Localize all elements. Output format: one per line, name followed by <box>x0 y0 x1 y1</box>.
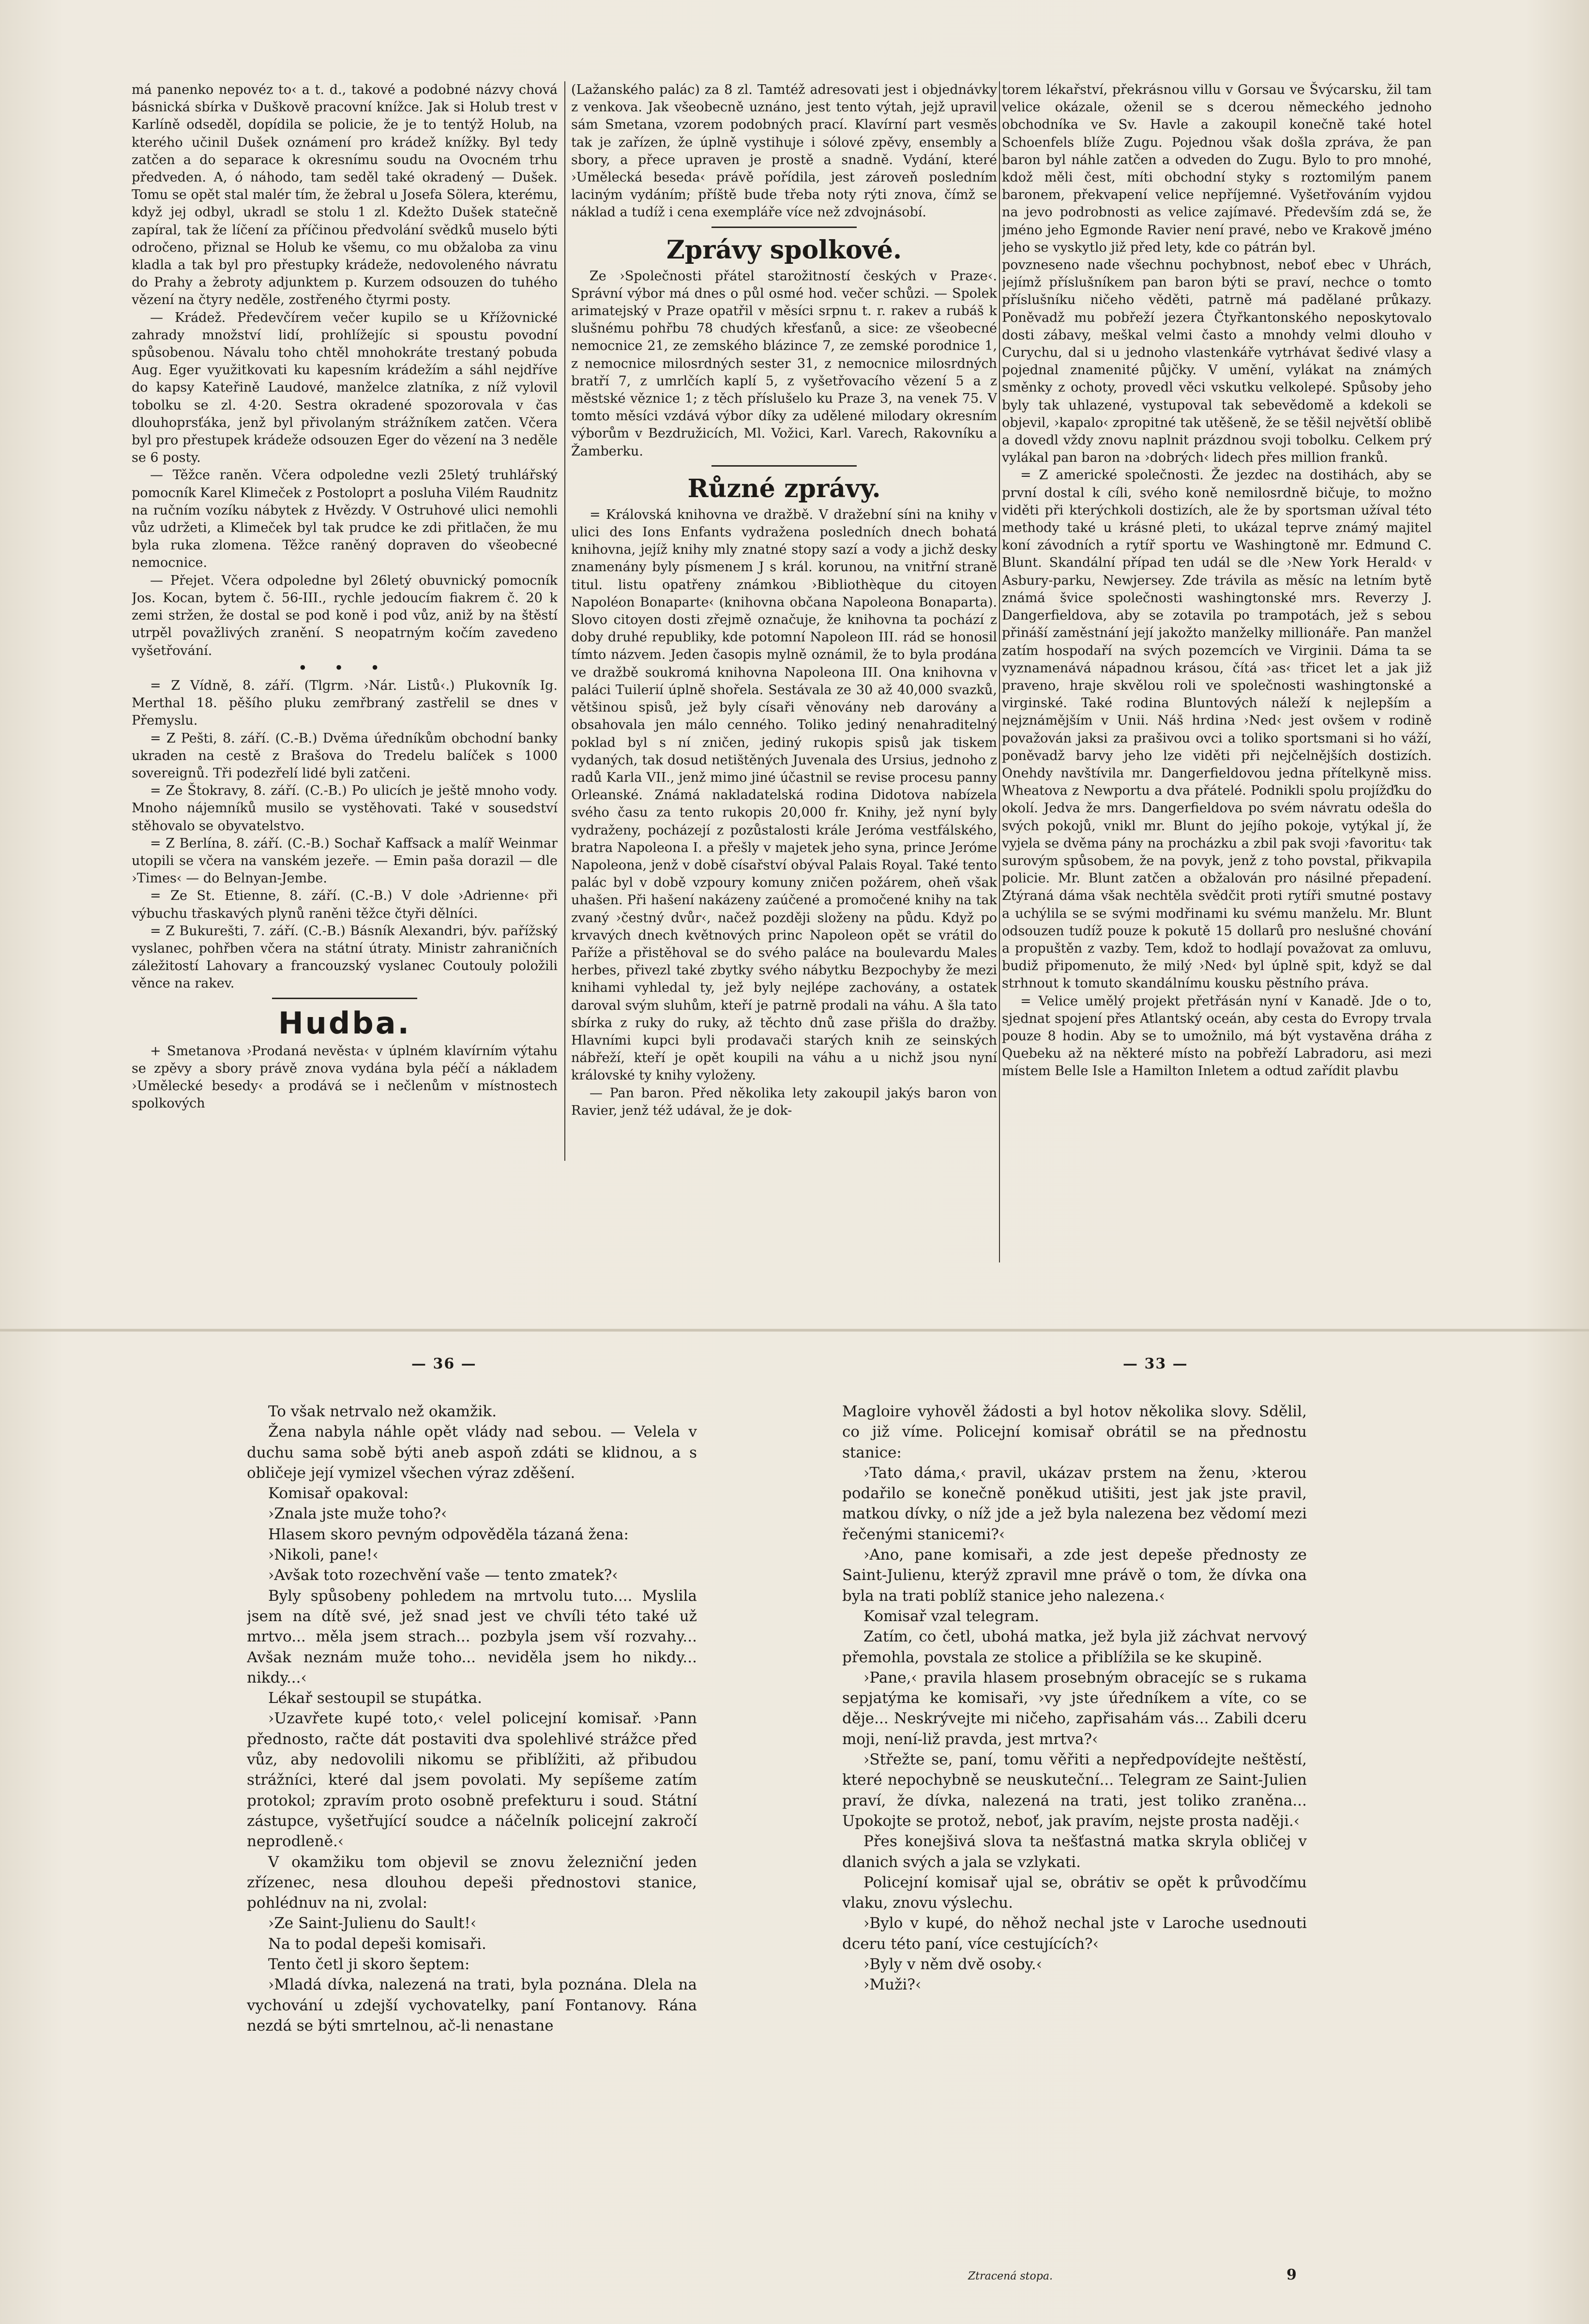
novel-line: ›Střežte se, paní, tomu věřiti a nepředpovídejte neštěstí, které nepochybně se neuskuteční... Telegram ze Saint-Julien praví, že dívka, nalezená na trati, jest toliko zraněna... Upokojte se protož, neboť, jak pravím, nejste prosta naději.‹ <box>842 1751 1307 1830</box>
page-fold <box>0 1329 1589 1332</box>
column-a <box>132 81 558 1170</box>
article-spolky: Ze ›Společnosti přátel starožitností českých v Praze‹. Správní výbor má dnes o půl osmé hod. večer schůzi. — Spolek arimatejský v Praze opatřil v měsíci srpnu t. r. rakev a rubáš k slušnému pohřbu 78 chudých křesťanů, a sice: ze všeobecné nemocnice 21, ze zemského blázince 7, ze zemské porodnice 1, z nemocnice milosrdných sester 31, z nemocnice milosrdných bratří 7, z umrlčích kaplí 5, z vyšetřovacího vězení 5 a z městské věznice 1; z těch příslušelo ku Praze 3, na venek 75. V tomto měsíci vzdává výbor díky za udělené milodary okresním výborům v Bezdružicích, Ml. Vožici, Karl. Varech, Rakovníku a Žamberku. <box>571 268 997 459</box>
novel-line: ›Znala jste muže toho?‹ <box>268 1505 447 1523</box>
telegram-pest: = Z Pešti, 8. září. (C.-B.) Dvěma úředníkům obchodní banky ukraden na cestě z Brašova do Tredelu balíček s 1000 sovereignů. Tři podezřelí lidé byli zatčeni. <box>132 730 558 781</box>
page-number-right: — 33 — <box>1123 1355 1188 1372</box>
novel-line: Přes konejšivá slova ta nešťastná matka skryla obličej v dlanich svých a jala se vzlykati. <box>842 1833 1307 1871</box>
novel-line: ›Pane,‹ pravila hlasem prosebným obracejíc se s rukama sepjatýma ke komisaři, ›vy jste úředníkem a víte, co se děje... Neskrývejte mi ničeho, zapřisahám vás... Zabili dceru moji, není-liž pravda, jest mrtva?‹ <box>842 1669 1307 1748</box>
footer-sheet-number: 9 <box>1286 2266 1297 2283</box>
article-duska-holub: má panenko nepovéz to‹ a t. d., takové a podobné názvy chová básnická sbírka v Duškově pracovní knížce. Jak si Holub trest v Karlíně odseděl, dopídila se policie, že je to tentýž Holub, na kterého učinil Dušek oznámení pro krádež knížky. Byl tedy zatčen a do separace k okresnímu soudu na Ovocném trhu předveden. A, ó náhodo, tam seděl také okradený — Dušek. Tomu se opět stal malér tím, že žebral u Josefa Sölera, kterému, když jej odbyl, ukradl se stolu 1 zl. Kdežto Dušek statečně zapíral, tak že líčení za příčinou předvolání svědků muselo býti odročeno, přiznal se Holub ke všemu, co mu obžaloba za vinu kladla a tak byl pro přestupky krádeže, nedovoleného návratu do Prahy a žebroty adjunktem p. Kurzem odsouzen do tuhého vězení na čtyry neděle, zostřeného čtyrmi posty. <box>132 82 558 308</box>
telegram-vienna: = Z Vídně, 8. září. (Tlgrm. ›Nár. Listů‹.) Plukovník Ig. Merthal 18. pěšího pluku zemřbraný zastřelil se dnes v Přemyslu. <box>132 678 558 729</box>
article-pan-baron: — Pan baron. Před několika lety zakoupil jakýs baron von Ravier, jenž též udával, že je dok- <box>571 1085 997 1118</box>
novel-line: ›Uzavřete kupé toto,‹ velel policejní komisař. ›Pann přednosto, račte dát postaviti dva spolehlivé strážce před vůz, aby nedovolili nikomu se přiblížiti, až přibudou strážníci, které dal jsem povolati. My sepíšeme zatím protokol; zpravím proto osobně prefekturu i soud. Státní zástupce, vyšetřující soudce a náčelník policejní zakročí neprodleně.‹ <box>247 1710 697 1851</box>
novel-line: Komisař opakoval: <box>268 1485 409 1503</box>
novel-line: ›Byly v něm dvě osoby.‹ <box>863 1956 1043 1974</box>
novel-line: ›Mladá dívka, nalezená na trati, byla poznána. Dlela na vychování u zdejší vychovatelky, paní Fontanovy. Rána nezdá se býti smrtelnou, ač-li nenastane <box>247 1976 697 2035</box>
novel-line: Komisař vzal telegram. <box>863 1607 1039 1625</box>
footer-title: Ztracená stopa. <box>968 2270 1053 2282</box>
novel-line: Hlasem skoro pevným odpověděla tázaná žena: <box>268 1525 629 1543</box>
section-rule <box>272 998 417 999</box>
novel-line: Zatím, co četl, ubohá matka, jež byla již záchvat nervový přemohla, povstala ze stolice a přiblížila se ke skupině. <box>842 1628 1307 1666</box>
novel-line: Policejní komisař ujal se, obrátiv se opět k průvodčímu vlaku, znovu výslechu. <box>842 1873 1307 1912</box>
article-tezce-ranen: — Těžce raněn. Včera odpoledne vezli 25letý truhlářský pomocník Karel Klimeček z Postoloprt a posluha Vilém Raudnitz na ručním vozíku nábytek z Hvězdy. V Ostruhové ulici nemohli vůz udržeti, a Klimeček byl tak prudce ke zdi přitlačen, že mu byla ruka zlomena. Těžce raněný dopraven do všeobecné nemocnice. <box>132 468 558 571</box>
telegram-stokrava: = Ze Štokravy, 8. září. (C.-B.) Po ulicích je ještě mnoho vody. Mnoho nájemníků musilo se vystěhovati. Také v sousedství stěhovalo se obyvatelstvo. <box>132 783 558 834</box>
article-baron-cont: torem lékařství, překrásnou villu v Gorsau ve Švýcarsku, žil tam velice okázale, oženil se s dcerou německého jednoho obchodníka ve Sv. Havle a zakoupil konečně také hotel Schoenfels blíže Zugu. Pojednou však došla zpráva, že pan baron byl náhle zatčen a odveden do Zugu. Bylo to pro mnohé, kdož měli čest, míti obchodní styky s roztomilým panem baronem, překvapení velice nepříjemné. Vyšetřováním vyjdou na jevo podrobnosti as velice zajímavé. Především zdá se, že jméno jeho Egmonde Ravier není pravé, nebo ve Krakově jméno jeho se vyskytlo již před lety, kde co pátrán byl. <box>1002 82 1432 255</box>
article-prejet: — Přejet. Včera odpoledne byl 26letý obuvnický pomocník Jos. Kocan, bytem č. 56-III., rychle jedoucím fiakrem č. 20 k zemi stržen, že dostal se pod koně i pod vůz, aniž by na štěstí utrpěl považlivých zranění. S neopatrným kočím zavedeno vyšetřování. <box>132 573 558 658</box>
article-prodana-nevesta: + Smetanova ›Prodaná nevěsta‹ v úplném klavírním výtahu se zpěvy a sbory právě znova vydána byla péčí a nákladem ›Umělecké besedy‹ a prodává se i nečlenům v místnostech spolkových <box>132 1043 558 1111</box>
column-divider <box>999 81 1000 1262</box>
telegram-berlin: = Z Berlína, 8. září. (C.-B.) Sochař Kaffsack a malíř Weinmar utopili se včera na vanském jezeře. — Emin paša dorazil — dle ›Times‹ — do Belnyan-Jembe. <box>132 835 558 886</box>
novel-page-left <box>247 1401 697 2273</box>
heading-hudba: Hudba. <box>278 1005 411 1041</box>
telegram-st-etienne: = Ze St. Etienne, 8. září. (C.-B.) V dole ›Adrienne‹ při výbuchu třaskavých plynů raněni těžce čtyři dělníci. <box>132 888 558 921</box>
novel-page-right <box>842 1401 1307 2273</box>
section-dots-divider: • • • <box>298 660 391 676</box>
column-c <box>1002 81 1432 1267</box>
telegram-bucharest: = Z Bukurešti, 7. září. (C.-B.) Básník Alexandri, býv. pařížský vyslanec, pohřben včera na státní útraty. Ministr zahraničních záležitostí Lahovary a francouzský vyslanec Coutouly položili věnce na rakev. <box>132 923 558 991</box>
novel-line: Tento četl ji skoro šeptem: <box>268 1956 470 1974</box>
article-umely-projekt: = Velice umělý projekt přetřásán nyní v Kanadě. Jde o to, sjednat spojení přes Atlantský oceán, aby cesta do Evropy trvala pouze 8 hodin. Aby se to umožnilo, má být vystavěna dráha z Quebeku až na některé místo na pobřeží Labradoru, asi mezi místem Belle Isle a Hamilton Inletem a odtud zařídit plavbu <box>1002 993 1432 1079</box>
page-number-left: — 36 — <box>411 1355 477 1372</box>
column-b <box>571 81 997 1170</box>
novel-line: ›Tato dáma,‹ pravil, ukázav prstem na ženu, ›kterou podařilo se konečně poněkud utišiti, jest jak jste pravil, matkou dívky, o níž jde a jež byla nalezena bez vědomí mezi řečenými stanicemi?‹ <box>842 1464 1307 1543</box>
novel-line: ›Avšak toto rozechvění vaše — tento zmatek?‹ <box>268 1566 618 1584</box>
novel-line: ›Nikoli, pane!‹ <box>268 1546 378 1564</box>
novel-line: ›Bylo v kupé, do něhož nechal jste v Laroche usednouti dceru této paní, více cestujících?‹ <box>842 1914 1307 1953</box>
heading-zpravy-spolkove: Zprávy spolkové. <box>666 235 902 265</box>
novel-line: Žena nabyla náhle opět vlády nad sebou. — Velela v duchu sama sobě býti aneb aspoň zdáti se klidnou, a s obličeje její vymizel všechen výraz zděšení. <box>247 1423 697 1482</box>
heading-ruzne-zpravy: Různé zprávy. <box>687 473 881 503</box>
section-rule <box>711 465 857 467</box>
section-rule <box>711 227 857 228</box>
novel-line: ›Muži?‹ <box>863 1976 922 1994</box>
novel-line: To však netrvalo než okamžik. <box>268 1403 497 1420</box>
article-baron-cont-2: povzneseno nade všechnu pochybnost, neboť ebec v Uhrách, jejímž příslušníkem pan baron býti se praví, nechce o tomto příslušníku ničeho věděti, patrně má padělané průkazy. Poněvadž mu pobřeží jezera Čtyřkantonského neposkytovalo dosti zábavy, meškal velmi často a mnohdy velmi dlouho v Curychu, dal si u jednoho vlastenkáře vytrhávat šedivé vlasy a pojednal znamenité půjčky. V umění, vylákat na známých směnky z ochoty, provedl věci vskutku velkolepé. Spůsoby jeho byly tak uhlazené, vystupoval tak sebevědomě a kdekoli se objevil, ›kapalo‹ zpropitné tak utěšeně, že se těšil největší oblibě a dovedl vždy znovu naplnit prázdnou svoji tobolku. Celkem prý vylákal pan baron na ›dobrých‹ lidech přes million franků. <box>1002 258 1432 466</box>
novel-line: Magloire vyhověl žádosti a byl hotov několika slovy. Sdělil, co již víme. Policejní komisař obrátil se na přednostu stanice: <box>842 1403 1307 1461</box>
novel-line: V okamžiku tom objevil se znovu železniční jeden zřízenec, nesa dlouhou depeši přednostovi stanice, pohlédnuv na ni, zvolal: <box>247 1853 697 1912</box>
article-prodana-cont: (Lažanského palác) za 8 zl. Tamtéž adresovati jest i objednávky z venkova. Jak všeobecně uznáno, jest tento výtah, jejž upravil sám Smetana, vzorem podobných prací. Klavírní part vesměs tak je zařízen, že úplně vystihuje i sólové zpěvy, ensembly a sbory, a přece upraven je prostě a snadně. Vydání, které ›Umělecká beseda‹ právě pořídila, jest zároveň posledním laciným vydáním; příště bude třeba noty rýti znova, čímž se náklad a tudíž i cena exempláře více než zdvojnásobí. <box>571 82 997 220</box>
article-kradez: — Krádež. Předevčírem večer kupilo se u Křížovnické zahrady množství lidí, prohlížejíc si spoustu povodní spůsobenou. Návalu toho chtěl mnohokráte trestaný pobuda Aug. Eger využitkovati ku kapesním krádežím a sáhl nejdříve do kapsy Kateřině Laudové, manželce zlatníka, z níž vylovil tobolku se zl. 4·20. Sestra okradené spozorovala v čas dlouhoprsťáka, jenž byl přivolaným strážníkem zatčen. Včera byl pro přestupek krádeže odsouzen Eger do vězení na 3 neděle se 6 posty. <box>132 310 558 466</box>
novel-line: Lékař sestoupil se stupátka. <box>268 1689 482 1707</box>
novel-line: ›Ze Saint-Julienu do Sault!‹ <box>268 1914 477 1932</box>
novel-line: Byly spůsobeny pohledem na mrtvolu tuto.... Myslila jsem na dítě své, jež snad jest ve chvíli této také už mrtvo... měla jsem strach... pozbyla jsem vší rozvahy... Avšak neznám muže toho... neviděla jsem ho nikdy... nikdy...‹ <box>247 1587 697 1686</box>
article-americka-spolecnost: = Z americké společnosti. Že jezdec na dostihách, aby se první dostal k cíli, svého koně nemilosrdně bičuje, to možno viděti při kterýchkoli dostizích, ale že by sportsman užíval této methody také u krásné pleti, to ukázal teprve známý majitel koní závodních a rytíř sportu ve Washingtoně mr. Edmund C. Blunt. Skandální případ ten udál se dle ›New York Herald‹ v Asbury-parku, Newjersey. Zde trávila as měsíc na letním bytě známá švice společnosti washingtonské mrs. Reverzy J. Dangerfieldova, aby se zotavila po trampotách, jež s sebou přináší zaměstnání její jakožto manželky millionáře. Pan manžel zatím hospodaří na svých pozemcích ve Virginii. Dáma ta se vyznamenává nápadnou krásou, čítá ›as‹ třicet let a jak již praveno, hraje skvělou roli ve společnosti washingtonské a virginské. Také rodina Bluntových náleží k nejlepším a nejznámějším v Unii. Náš hrdina ›Ned‹ jest ovšem v rodině považován jaksi za prašivou ovci a toliko sportsmani si ho váží, poněvadž barvy jeho lze viděti při nejčelnějších dostizích. Onehdy navštívila mr. Dangerfieldovou jedna přítelkyně miss. Wheatova z Newportu a dva přátelé. Podnikli spolu projížďku do okolí. Jedva že mrs. Dangerfieldova po svém návratu odešla do svých pokojů, vnikl mr. Blunt do jejího pokoje, vytýkal jí, že vyjela se dvěma pány na procházku a zbil pak svoji ›favoritu‹ tak surovým spůsobem, že na povyk, jenž z toho povstal, přikvapila policie. Mr. Blunt zatčen a obžalován pro násilné přepadení. Ztýraná dáma však nechtěla svědčit proti rytíři smutné postavy a uchýlila se se svými modřinami ku svému manželu. Mr. Blunt odsouzen tudíž pouze k pokutě 15 dollarů pro neslušné chování a propuštěn z vazby. Tem, kdož to hodlají považovat za omluvu, budiž připomenuto, že milý ›Ned‹ byl úplně spit, když se dal strhnout k tomuto skandálnímu kousku pěstního práva. <box>1002 468 1432 991</box>
novel-line: Na to podal depeši komisaři. <box>268 1935 486 1953</box>
column-divider <box>564 81 565 1161</box>
novel-line: ›Ano, pane komisaři, a zde jest depeše přednosty ze Saint-Julienu, kterýž zpravil mne právě o tom, že dívka ona byla na trati poblíž stanice jeho nalezena.‹ <box>842 1546 1307 1605</box>
article-kralovska-knihovna: = Královská knihovna ve dražbě. V dražební síni na knihy v ulici des Ions Enfants vydražena posledních dnech bohatá knihovna, jejíž knihy mly znatné stopy sazí a vody a jichž desky znamenány byly písmenem J s král. korunou, na vnitřní straně titul. listu opatřeny známkou ›Bibliothèque du citoyen Napoléon Bonaparte‹ (knihovna občana Napoleona Bonaparta). Slovo citoyen dosti zřejmě označuje, že knihovna ta pochází z doby druhé republiky, kde potomní Napoleon III. rád se honosil tímto názvem. Jeden časopis mylně oznámil, že to byla prodána ve dražbě soukromá knihovna Napoleona III. Ona knihovna v paláci Tuilerií úplně shořela. Sestávala ze 30 až 40,000 svazků, většinou spisů, jež byly císaři věnovány neb darovány a obsahovala jen málo cenného. Toliko jediný nenahraditelný poklad byl s ní zničen, jediný rukopis spisů jak tiskem vydaných, tak dosud netištěných Juvenala des Ursius, jednoho z radů Karla VII., jenž mimo jiné účastnil se revise procesu panny Orleanské. Známá nakladatelská rodina Didotova nabízela svého času za tento rukopis 20,000 fr. Knihy, jež nyní byly vydraženy, pocházejí z pozůstalosti krále Jeróma vestfálského, bratra Napoleona I. a přešly v majetek jeho syna, prince Jeróme Napoleona, jenž v době císařství obýval Palais Royal. Také tento palác byl v době vzpoury komuny zničen požárem, oheň však uhašen. Při hašení nakázeny zaúčené a promočené knihy na tak zvaný ›čestný dvůr‹, načež později složeny na půdu. Když po krvavých dnech květnových princ Napoleon opět se vrátil do Paříže a přistěhoval se do svého paláce na boulevardu Males herbes, přivezl také zbytky svého nábytku Bezpochyby že mezi knihami vyhledal ty, jež byly nejlépe zachovány, a ostatek daroval svým sluhům, kteří je patrně prodali na váhu. A šla tato sbírka z ruky do ruky, až těchto dnů zase přišla do dražby. Hlavními kupci byli prodavači starých knih ze seinských nábřeží, kteří je opět koupili na váhu a u nichž jsou nyní královské ty knihy vyloženy. <box>571 507 997 1083</box>
